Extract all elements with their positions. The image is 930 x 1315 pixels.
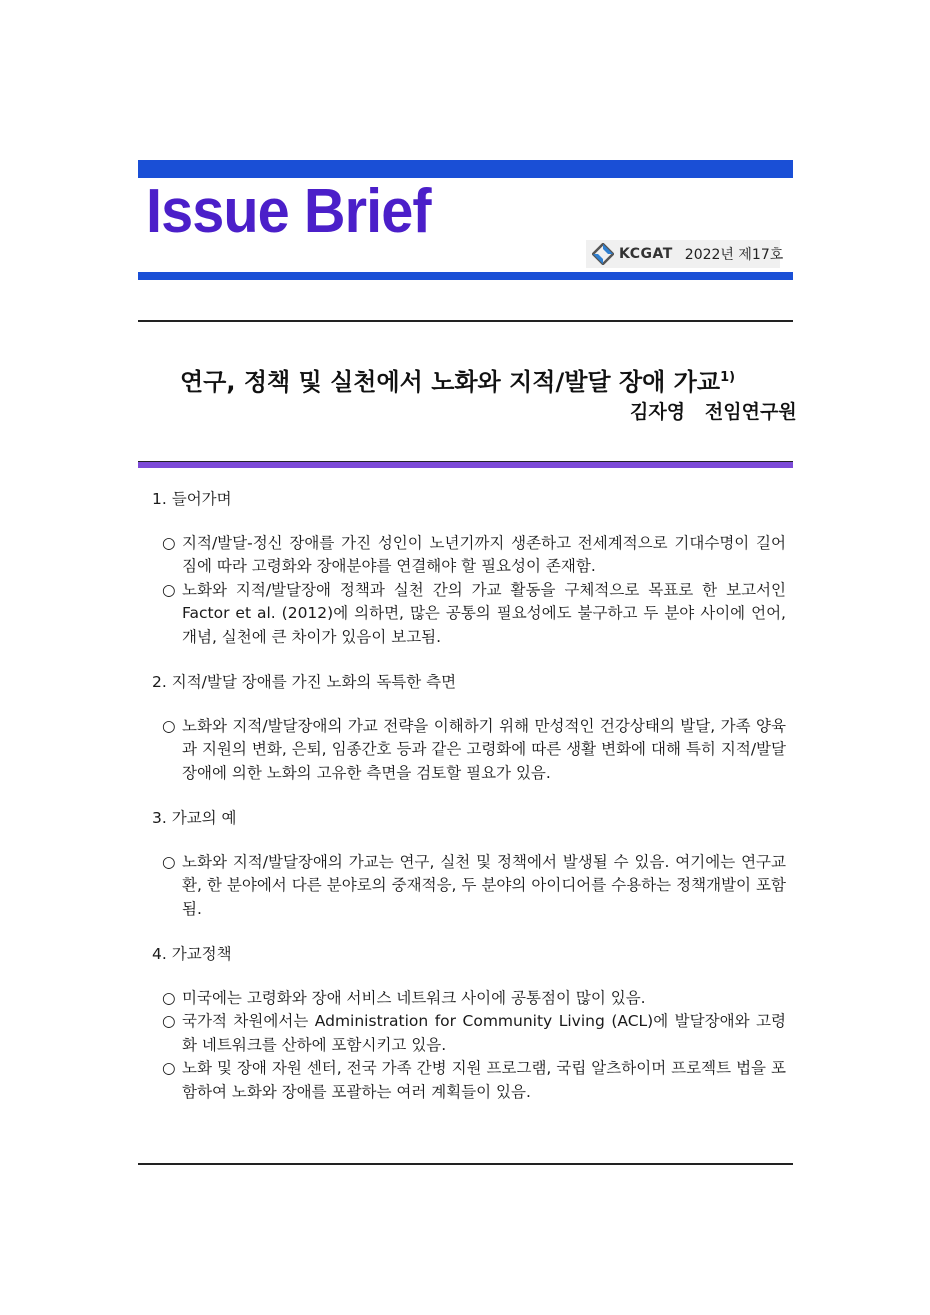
section-heading: 4. 가교정책: [152, 945, 232, 963]
bullet-text: 국가적 차원에서는 Administration for Community Living (ACL)에 발달장애와 고령화 네트워크를 산하에 포함시키고 있음.: [182, 1012, 786, 1054]
bullet-list: [152, 715, 786, 786]
bullet-circle-icon: ○: [162, 1059, 176, 1077]
bullet-list: [152, 532, 786, 650]
section-heading: 1. 들어가며: [152, 490, 232, 508]
article-title-text: 연구, 정책 및 실천에서 노화와 지적/발달 장애 가교: [180, 368, 721, 396]
list-item: [152, 1010, 786, 1057]
bullet-list: [152, 987, 786, 1105]
bullet-circle-icon: ○: [162, 716, 176, 735]
logo-text: KCGAT: [619, 246, 673, 262]
kcgat-diamond-icon: [592, 243, 614, 265]
bullet-circle-icon: ○: [162, 988, 176, 1007]
section-heading: 2. 지적/발달 장애를 가진 노화의 독특한 측면: [152, 673, 457, 691]
list-item: [152, 987, 786, 1011]
bullet-circle-icon: ○: [162, 1012, 176, 1030]
bullet-circle-icon: ○: [162, 533, 176, 552]
brand-title: Issue Brief: [146, 177, 431, 246]
list-item: [152, 715, 786, 786]
bullet-text: 노화 및 장애 자원 센터, 전국 가족 간병 지원 프로그램, 국립 알츠하이머 프로젝트 법을 포함하여 노화와 장애를 포괄하는 여러 계획들이 있음.: [182, 1059, 786, 1101]
bullet-list: [152, 851, 786, 922]
bullet-text: 노화와 지적/발달장애 정책과 실천 간의 가교 활동을 구체적으로 목표로 한 보고서인 Factor et al. (2012)에 의하면, 많은 공통의 필요성에도 불구하고 두 분야 사이에 언어, 개념, 실천에 큰 차이가 있음이 보고됨.: [182, 580, 786, 646]
bullet-text: 노화와 지적/발달장애의 가교 전략을 이해하기 위해 만성적인 건강상태의 발달, 가족 양육과 지원의 변화, 은퇴, 임종간호 등과 같은 고령화에 따른 생활 변화에 대해 특히 지적/발달장애에 의한 노화의 고유한 측면을 검토할 필요가 있음.: [182, 716, 786, 782]
header-bottom-bar: [138, 272, 793, 280]
list-item: [152, 532, 786, 579]
bullet-text: 노화와 지적/발달장애의 가교는 연구, 실천 및 정책에서 발생될 수 있음. 여기에는 연구교환, 한 분야에서 다른 분야로의 중재적응, 두 분야의 아이디어를 수용하는 정책개발이 포함됨.: [182, 852, 786, 918]
page-bottom-rule: [138, 1163, 793, 1165]
issue-number: 2022년 제17호: [684, 247, 784, 263]
article-body: [152, 488, 786, 1126]
issue-badge: [586, 240, 784, 268]
author-line: 김자영 전임연구원: [630, 401, 797, 423]
article-title: [180, 362, 735, 397]
list-item: [152, 851, 786, 922]
bullet-text: 미국에는 고령화와 장애 서비스 네트워크 사이에 공통점이 많이 있음.: [182, 988, 646, 1007]
title-bottom-divider: [138, 461, 793, 468]
footnote-mark: 1): [720, 370, 736, 385]
list-item: [152, 579, 786, 650]
list-item: [152, 1057, 786, 1104]
bullet-circle-icon: ○: [162, 852, 176, 871]
kcgat-logo: [592, 243, 673, 265]
bullet-text: 지적/발달-정신 장애를 가진 성인이 노년기까지 생존하고 전세계적으로 기대수명이 길어짐에 따라 고령화와 장애분야를 연결해야 할 필요성이 존재함.: [182, 533, 786, 575]
bullet-circle-icon: ○: [162, 580, 176, 599]
title-top-rule: [138, 320, 793, 322]
section-heading: 3. 가교의 예: [152, 809, 237, 827]
